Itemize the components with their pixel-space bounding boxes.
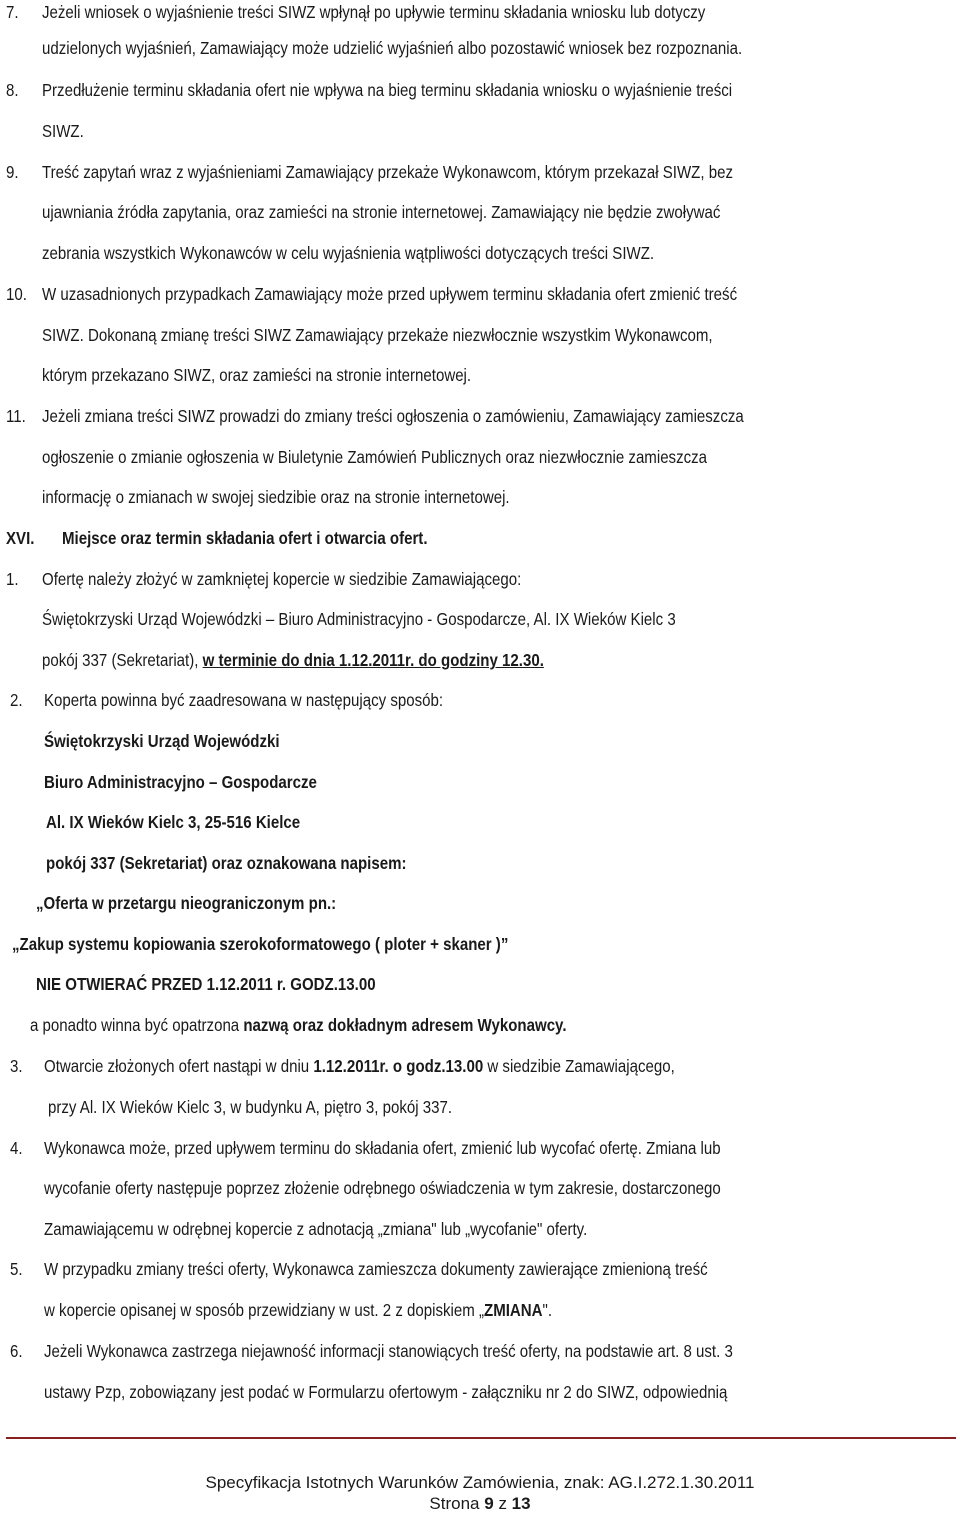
section-number: XVI. (6, 528, 35, 548)
page-word: Strona (429, 1494, 480, 1513)
text-run: a ponadto winna być opatrzona (30, 1015, 244, 1035)
address-line: NIE OTWIERAĆ PRZED 1.12.2011 r. GODZ.13.00 (36, 974, 376, 994)
paragraph-line: ustawy Pzp, zobowiązany jest podać w Formularzu ofertowym - załączniku nr 2 do SIWZ, odpowiednią (44, 1382, 728, 1402)
paragraph-line: udzielonych wyjaśnień, Zamawiający może udzielić wyjaśnień albo pozostawić wniosek bez rozpoznania. (42, 38, 743, 58)
section-title: Miejsce oraz termin składania ofert i otwarcia ofert. (62, 528, 428, 548)
list-number: 2. (10, 690, 23, 710)
list-number: 9. (6, 162, 19, 182)
paragraph-line: ujawniania źródła zapytania, oraz zamieści na stronie internetowej. Zamawiający nie będzie zwoływać (42, 202, 721, 222)
list-number: 1. (6, 569, 19, 589)
paragraph-line: Jeżeli wniosek o wyjaśnienie treści SIWZ wpłynął po upływie terminu składania wniosku lub dotyczy (42, 2, 706, 22)
paragraph-line (44, 1299, 960, 1321)
paragraph-line: Zamawiającemu w odrębnej kopercie z adnotacją „zmiana" lub „wycofanie" oferty. (44, 1219, 588, 1239)
list-number: 6. (10, 1341, 23, 1361)
address-line: Biuro Administracyjno – Gospodarcze (44, 772, 317, 792)
address-line: Świętokrzyski Urząd Wojewódzki (44, 731, 280, 751)
list-number: 7. (6, 2, 19, 22)
text-run: w siedzibie Zamawiającego, (483, 1056, 675, 1076)
list-number: 5. (10, 1259, 23, 1279)
footer-divider (6, 1437, 956, 1439)
paragraph-line (44, 1055, 960, 1077)
paragraph-line: SIWZ. (42, 121, 84, 141)
of-word: z (498, 1494, 507, 1513)
paragraph-line: zebrania wszystkich Wykonawców w celu wyjaśnienia wątpliwości dotyczących treści SIWZ. (42, 243, 655, 263)
address-line: Al. IX Wieków Kielc 3, 25-516 Kielce (46, 812, 301, 832)
paragraph-line: Świętokrzyski Urząd Wojewódzki – Biuro Administracyjno - Gospodarcze, Al. IX Wieków Kielc 3 (42, 609, 676, 629)
paragraph-line: Treść zapytań wraz z wyjaśnieniami Zamawiający przekaże Wykonawcom, którym przekazał SIWZ, bez (42, 162, 733, 182)
text-run-bold: nazwą oraz dokładnym adresem Wykonawcy. (243, 1015, 567, 1035)
paragraph-line: Jeżeli zmiana treści SIWZ prowadzi do zmiany treści ogłoszenia o zamówieniu, Zamawiający zamieszcza (42, 406, 744, 426)
paragraph-line: informację o zmianach w swojej siedzibie oraz na stronie internetowej. (42, 487, 510, 507)
paragraph-line: którym przekazano SIWZ, oraz zamieści na stronie internetowej. (42, 365, 472, 385)
current-page: 9 (484, 1494, 494, 1513)
paragraph-line: wycofanie oferty następuje poprzez złożenie odrębnego oświadczenia w tym zakresie, dostarczonego (44, 1178, 721, 1198)
text-run: ". (542, 1300, 553, 1320)
text-run-bold: 1.12.2011r. o godz.13.00 (313, 1056, 484, 1076)
paragraph-line: Koperta powinna być zaadresowana w następujący sposób: (44, 690, 444, 710)
paragraph-line (42, 649, 960, 671)
paragraph-line: W uzasadnionych przypadkach Zamawiający może przed upływem terminu składania ofert zmienić treść (42, 284, 738, 304)
address-line: „Oferta w przetargu nieograniczonym pn.: (36, 893, 337, 913)
text-run: Otwarcie złożonych ofert nastąpi w dniu (44, 1056, 314, 1076)
paragraph-line: W przypadku zmiany treści oferty, Wykonawca zamieszcza dokumenty zawierające zmienioną treść (44, 1259, 708, 1279)
paragraph-line: SIWZ. Dokonaną zmianę treści SIWZ Zamawiający przekaże niezwłocznie wszystkim Wykonawcom, (42, 325, 713, 345)
list-number: 3. (10, 1056, 23, 1076)
paragraph-line: Jeżeli Wykonawca zastrzega niejawność informacji stanowiących treść oferty, na podstawie art. 8 ust. 3 (44, 1341, 733, 1361)
text-run: pokój 337 (Sekretariat), (42, 650, 203, 670)
text-run-bold: ZMIANA (483, 1300, 543, 1320)
footer-title: Specyfikacja Istotnych Warunków Zamówienia, znak: AG.I.272.1.30.2011 (205, 1473, 755, 1492)
paragraph-line: Przedłużenie terminu składania ofert nie wpływa na bieg terminu składania wniosku o wyjaśnienie treści (42, 80, 733, 100)
paragraph-line: ogłoszenie o zmianie ogłoszenia w Biuletynie Zamówień Publicznych oraz niezwłocznie zamieszcza (42, 447, 708, 467)
total-pages: 13 (511, 1494, 531, 1513)
paragraph-line (30, 1014, 960, 1036)
address-line: pokój 337 (Sekretariat) oraz oznakowana napisem: (46, 853, 407, 873)
list-number: 10. (6, 284, 27, 304)
list-number: 4. (10, 1138, 23, 1158)
text-run: w kopercie opisanej w sposób przewidziany w ust. 2 z dopiskiem „ (44, 1300, 484, 1320)
deadline-text: w terminie do dnia 1.12.2011r. do godziny 12.30. (202, 650, 544, 670)
paragraph-line: przy Al. IX Wieków Kielc 3, w budynku A, piętro 3, pokój 337. (48, 1097, 453, 1117)
address-line: „Zakup systemu kopiowania szerokoformatowego ( ploter + skaner )” (12, 934, 509, 954)
paragraph-line: Wykonawca może, przed upływem terminu do składania ofert, zmienić lub wycofać ofertę. Zmiana lub (44, 1138, 721, 1158)
paragraph-line: Ofertę należy złożyć w zamkniętej kopercie w siedzibie Zamawiającego: (42, 569, 522, 589)
list-number: 8. (6, 80, 19, 100)
page-number (0, 1494, 960, 1514)
list-number: 11. (6, 406, 26, 426)
